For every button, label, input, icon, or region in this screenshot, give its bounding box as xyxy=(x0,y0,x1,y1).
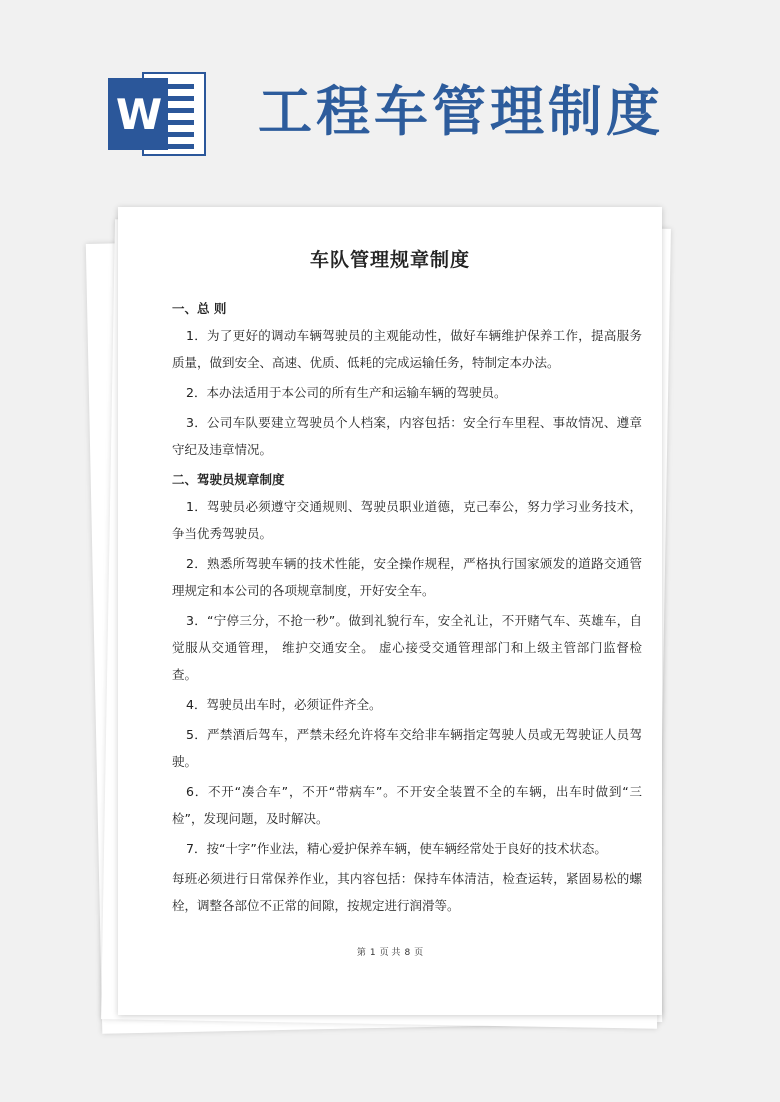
word-document-icon xyxy=(108,68,208,160)
document-body xyxy=(172,295,642,922)
paragraph: 1．为了更好的调动车辆驾驶员的主观能动性，做好车辆维护保养工作，提高服务质量，做到安全、高速、优质、低耗的完成运输任务，特制定本办法。 xyxy=(172,328,642,370)
footer-middle: 页 共 xyxy=(379,948,401,958)
paragraph: 3．“宁停三分，不抢一秒”。做到礼貌行车，安全礼让，不开赌气车、英雄车，自觉服从交通管理， 维护交通安全。 虚心接受交通管理部门和上级主管部门监督检查。 xyxy=(172,613,642,682)
paragraph: 2．熟悉所驾驶车辆的技术性能，安全操作规程，严格执行国家颁发的道路交通管理规定和本公司的各项规章制度，开好安全车。 xyxy=(172,556,642,598)
paragraph: 6．不开“凑合车”，不开“带病车”。不开安全装置不全的车辆，出车时做到“三检”，发现问题，及时解决。 xyxy=(172,784,642,826)
paragraph: 3．公司车队要建立驾驶员个人档案，内容包括：安全行车里程、事故情况、遵章守纪及违章情况。 xyxy=(172,415,642,457)
paragraph: 1．驾驶员必须遵守交通规则、驾驶员职业道德，克己奉公，努力学习业务技术，争当优秀驾驶员。 xyxy=(172,499,642,541)
footer-suffix: 页 xyxy=(414,948,424,958)
section-heading-driver-rules: 二、驾驶员规章制度 xyxy=(172,472,285,487)
banner xyxy=(0,0,780,190)
document-page xyxy=(118,207,662,1015)
section-heading-general: 一、总 则 xyxy=(172,301,227,316)
paragraph: 7．按“十字”作业法，精心爱护保养车辆，使车辆经常处于良好的技术状态。 xyxy=(186,841,607,856)
paragraph: 5．严禁酒后驾车，严禁未经允许将车交给非车辆指定驾驶人员或无驾驶证人员驾驶。 xyxy=(172,727,642,769)
footer-prefix: 第 xyxy=(356,948,366,958)
document-title: 车队管理规章制度 xyxy=(309,249,470,271)
logo-letter: W xyxy=(108,78,168,150)
paragraph: 4．驾驶员出车时，必须证件齐全。 xyxy=(186,697,382,712)
paragraph: 2．本办法适用于本公司的所有生产和运输车辆的驾驶员。 xyxy=(186,385,507,400)
page-footer xyxy=(118,945,662,958)
banner-title: 工程车管理制度 xyxy=(258,79,664,143)
footer-page-number: 1 xyxy=(369,948,376,958)
paragraph-continuation: 每班必须进行日常保养作业，其内容包括：保持车体清洁，检查运转，紧固易松的螺栓，调整各部位不正常的间隙，按规定进行润滑等。 xyxy=(172,871,642,913)
footer-total-pages: 8 xyxy=(404,948,411,958)
